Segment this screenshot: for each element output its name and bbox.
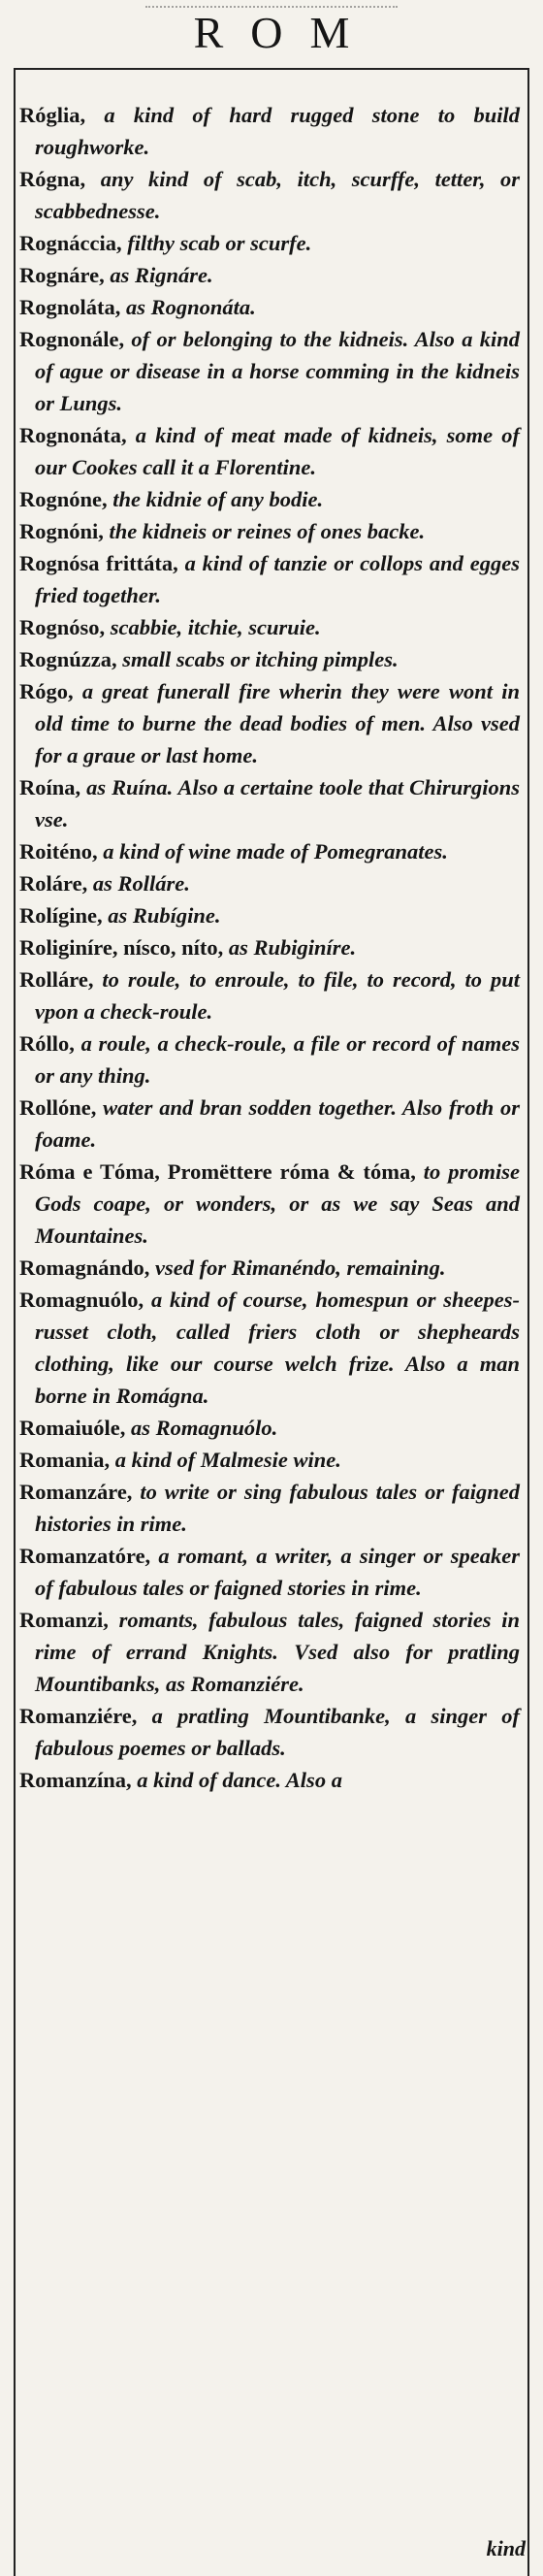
entry-definition: a romant, a writer, a singer or speaker of fabulous tales or faigned stories in rime. — [35, 1544, 521, 1600]
dictionary-entry — [19, 1444, 520, 1476]
entry-headword: Rognonále, — [19, 327, 125, 351]
entry-definition: a kind of wine made of Pomegranates. — [103, 839, 448, 864]
entry-definition: as Romagnuólo. — [131, 1416, 278, 1440]
entry-headword: Romanziére, — [19, 1704, 138, 1728]
entry-definition: a great funerall fire wherin they were wont in old time to burne the dead bodies of men. Also vsed for a graue or last home. — [35, 679, 520, 767]
entry-headword: Romanzína, — [19, 1768, 132, 1792]
entry-definition: as Ruína. Also a certaine toole that Chirurgions vse. — [35, 775, 521, 831]
entry-definition: small scabs or itching pimples. — [122, 647, 399, 671]
entry-headword: Romaiuóle, — [19, 1416, 126, 1440]
entry-headword: Romanzáre, — [19, 1480, 133, 1504]
dictionary-entry — [19, 931, 520, 963]
dictionary-entry — [19, 291, 520, 323]
entry-headword: Romanzi, — [19, 1608, 109, 1632]
entry-definition: to promise Gods coape, or wonders, or as we say Seas and Mountaines. — [35, 1159, 520, 1248]
entry-headword: Róglia, — [19, 103, 86, 127]
dictionary-entry — [19, 163, 520, 227]
dictionary-entry — [19, 419, 520, 483]
entry-headword: Roliginíre, nísco, níto, — [19, 935, 224, 960]
dictionary-entry — [19, 643, 520, 675]
dictionary-entry — [19, 515, 520, 547]
entry-headword: Rognósa frittáta, — [19, 551, 178, 575]
dictionary-entry — [19, 1604, 520, 1700]
dictionary-entry — [19, 1284, 520, 1412]
entry-headword: Rognóso, — [19, 615, 106, 639]
dictionary-entry — [19, 227, 520, 259]
entry-headword: Roína, — [19, 775, 81, 799]
entry-headword: Rognóne, — [19, 487, 108, 511]
entry-headword: Rollóne, — [19, 1095, 97, 1120]
entry-definition: as Rubígine. — [108, 903, 221, 928]
entry-definition: of or belonging to the kidneis. Also a kind of ague or disease in a horse comming in the kidneis or Lungs. — [35, 327, 520, 415]
dictionary-entry — [19, 99, 520, 163]
entry-definition: a kind of hard rugged stone to build roughworke. — [35, 103, 521, 159]
entry-headword: Rognáccia, — [19, 231, 122, 255]
trimmed-top-line — [145, 0, 398, 8]
entry-definition: any kind of scab, itch, scurffe, tetter, or scabbednesse. — [35, 167, 521, 223]
dictionary-entry — [19, 1764, 520, 1796]
entry-definition: a roule, a check-roule, a file or record of names or any thing. — [35, 1031, 520, 1088]
entry-definition: the kidneis or reines of ones backe. — [109, 519, 426, 543]
dictionary-entry — [19, 1027, 520, 1092]
dictionary-entry — [19, 1700, 520, 1764]
dictionary-entry — [19, 611, 520, 643]
dictionary-entry — [19, 483, 520, 515]
entry-definition: scabbie, itchie, scuruie. — [110, 615, 321, 639]
entry-definition: vsed for Rimanéndo, remaining. — [155, 1255, 446, 1280]
dictionary-entry — [19, 899, 520, 931]
entry-definition: as Rignáre. — [110, 263, 213, 287]
entry-headword: Romagnándo, — [19, 1255, 150, 1280]
entry-headword: Romanzatóre, — [19, 1544, 151, 1568]
entry-headword: Roláre, — [19, 871, 88, 896]
entry-definition: a kind of meat made of kidneis, some of our Cookes call it a Florentine. — [35, 423, 520, 479]
entry-definition: a kind of Malmesie wine. — [114, 1448, 341, 1472]
entry-definition: a pratling Mountibanke, a singer of fabulous poemes or ballads. — [35, 1704, 520, 1760]
dictionary-entry — [19, 547, 520, 611]
entry-headword: Roiténo, — [19, 839, 98, 864]
entry-definition: a kind of course, homespun or sheepes-russet cloth, called friers cloth or shepheards clothing, like our course welch frize. Also a man borne in Romágna. — [35, 1288, 520, 1408]
entry-definition: to roule, to enroule, to file, to record, to put vpon a check-roule. — [35, 967, 520, 1024]
entry-definition: as Rubiginíre. — [228, 935, 357, 960]
entry-headword: Rolláre, — [19, 967, 94, 992]
entry-definition: as Rognonáta. — [126, 295, 256, 319]
dictionary-entry — [19, 675, 520, 771]
dictionary-entry — [19, 1476, 520, 1540]
entry-headword: Rognáre, — [19, 263, 105, 287]
dictionary-entry — [19, 867, 520, 899]
entry-headword: Romagnuólo, — [19, 1288, 144, 1312]
catchword: kind — [486, 2536, 526, 2560]
entry-list — [19, 99, 520, 1796]
entry-headword: Rognúzza, — [19, 647, 117, 671]
entry-headword: Róllo, — [19, 1031, 75, 1056]
entry-definition: a kind of dance. Also a — [137, 1768, 342, 1792]
entry-definition: filthy scab or scurfe. — [127, 231, 312, 255]
dictionary-entry — [19, 835, 520, 867]
running-head: ROM — [193, 8, 377, 57]
dictionary-entry — [19, 771, 520, 835]
entry-headword: Rognonáta, — [19, 423, 127, 447]
entry-definition: romants, fabulous tales, faigned stories in rime of errand Knights. Vsed also for pratling Mountibanks, as Romanziére. — [35, 1608, 521, 1696]
entry-definition: a kind of tanzie or collops and egges fried together. — [35, 551, 521, 607]
column-rule-top — [14, 68, 529, 70]
dictionary-entry — [19, 1540, 520, 1604]
entry-headword: Rognoláta, — [19, 295, 121, 319]
dictionary-entry — [19, 1412, 520, 1444]
entry-headword: Rolígine, — [19, 903, 103, 928]
entry-headword: Romania, — [19, 1448, 111, 1472]
dictionary-entry — [19, 963, 520, 1027]
entry-headword: Róma e Tóma, Promëttere róma & tóma, — [19, 1159, 416, 1184]
dictionary-entry — [19, 1092, 520, 1156]
entry-headword: Rognóni, — [19, 519, 104, 543]
column-rule-left — [14, 68, 16, 2576]
column-rule-right — [527, 68, 529, 2576]
dictionary-entry — [19, 323, 520, 419]
dictionary-entry — [19, 1156, 520, 1252]
dictionary-entry — [19, 259, 520, 291]
entry-definition: the kidnie of any bodie. — [112, 487, 324, 511]
entry-definition: water and bran sodden together. Also froth or foame. — [35, 1095, 520, 1152]
entry-headword: Rógna, — [19, 167, 86, 191]
entry-headword: Rógo, — [19, 679, 74, 703]
entry-definition: to write or sing fabulous tales or faigned histories in rime. — [35, 1480, 520, 1536]
entry-definition: as Rolláre. — [92, 871, 190, 896]
dictionary-entry — [19, 1252, 520, 1284]
